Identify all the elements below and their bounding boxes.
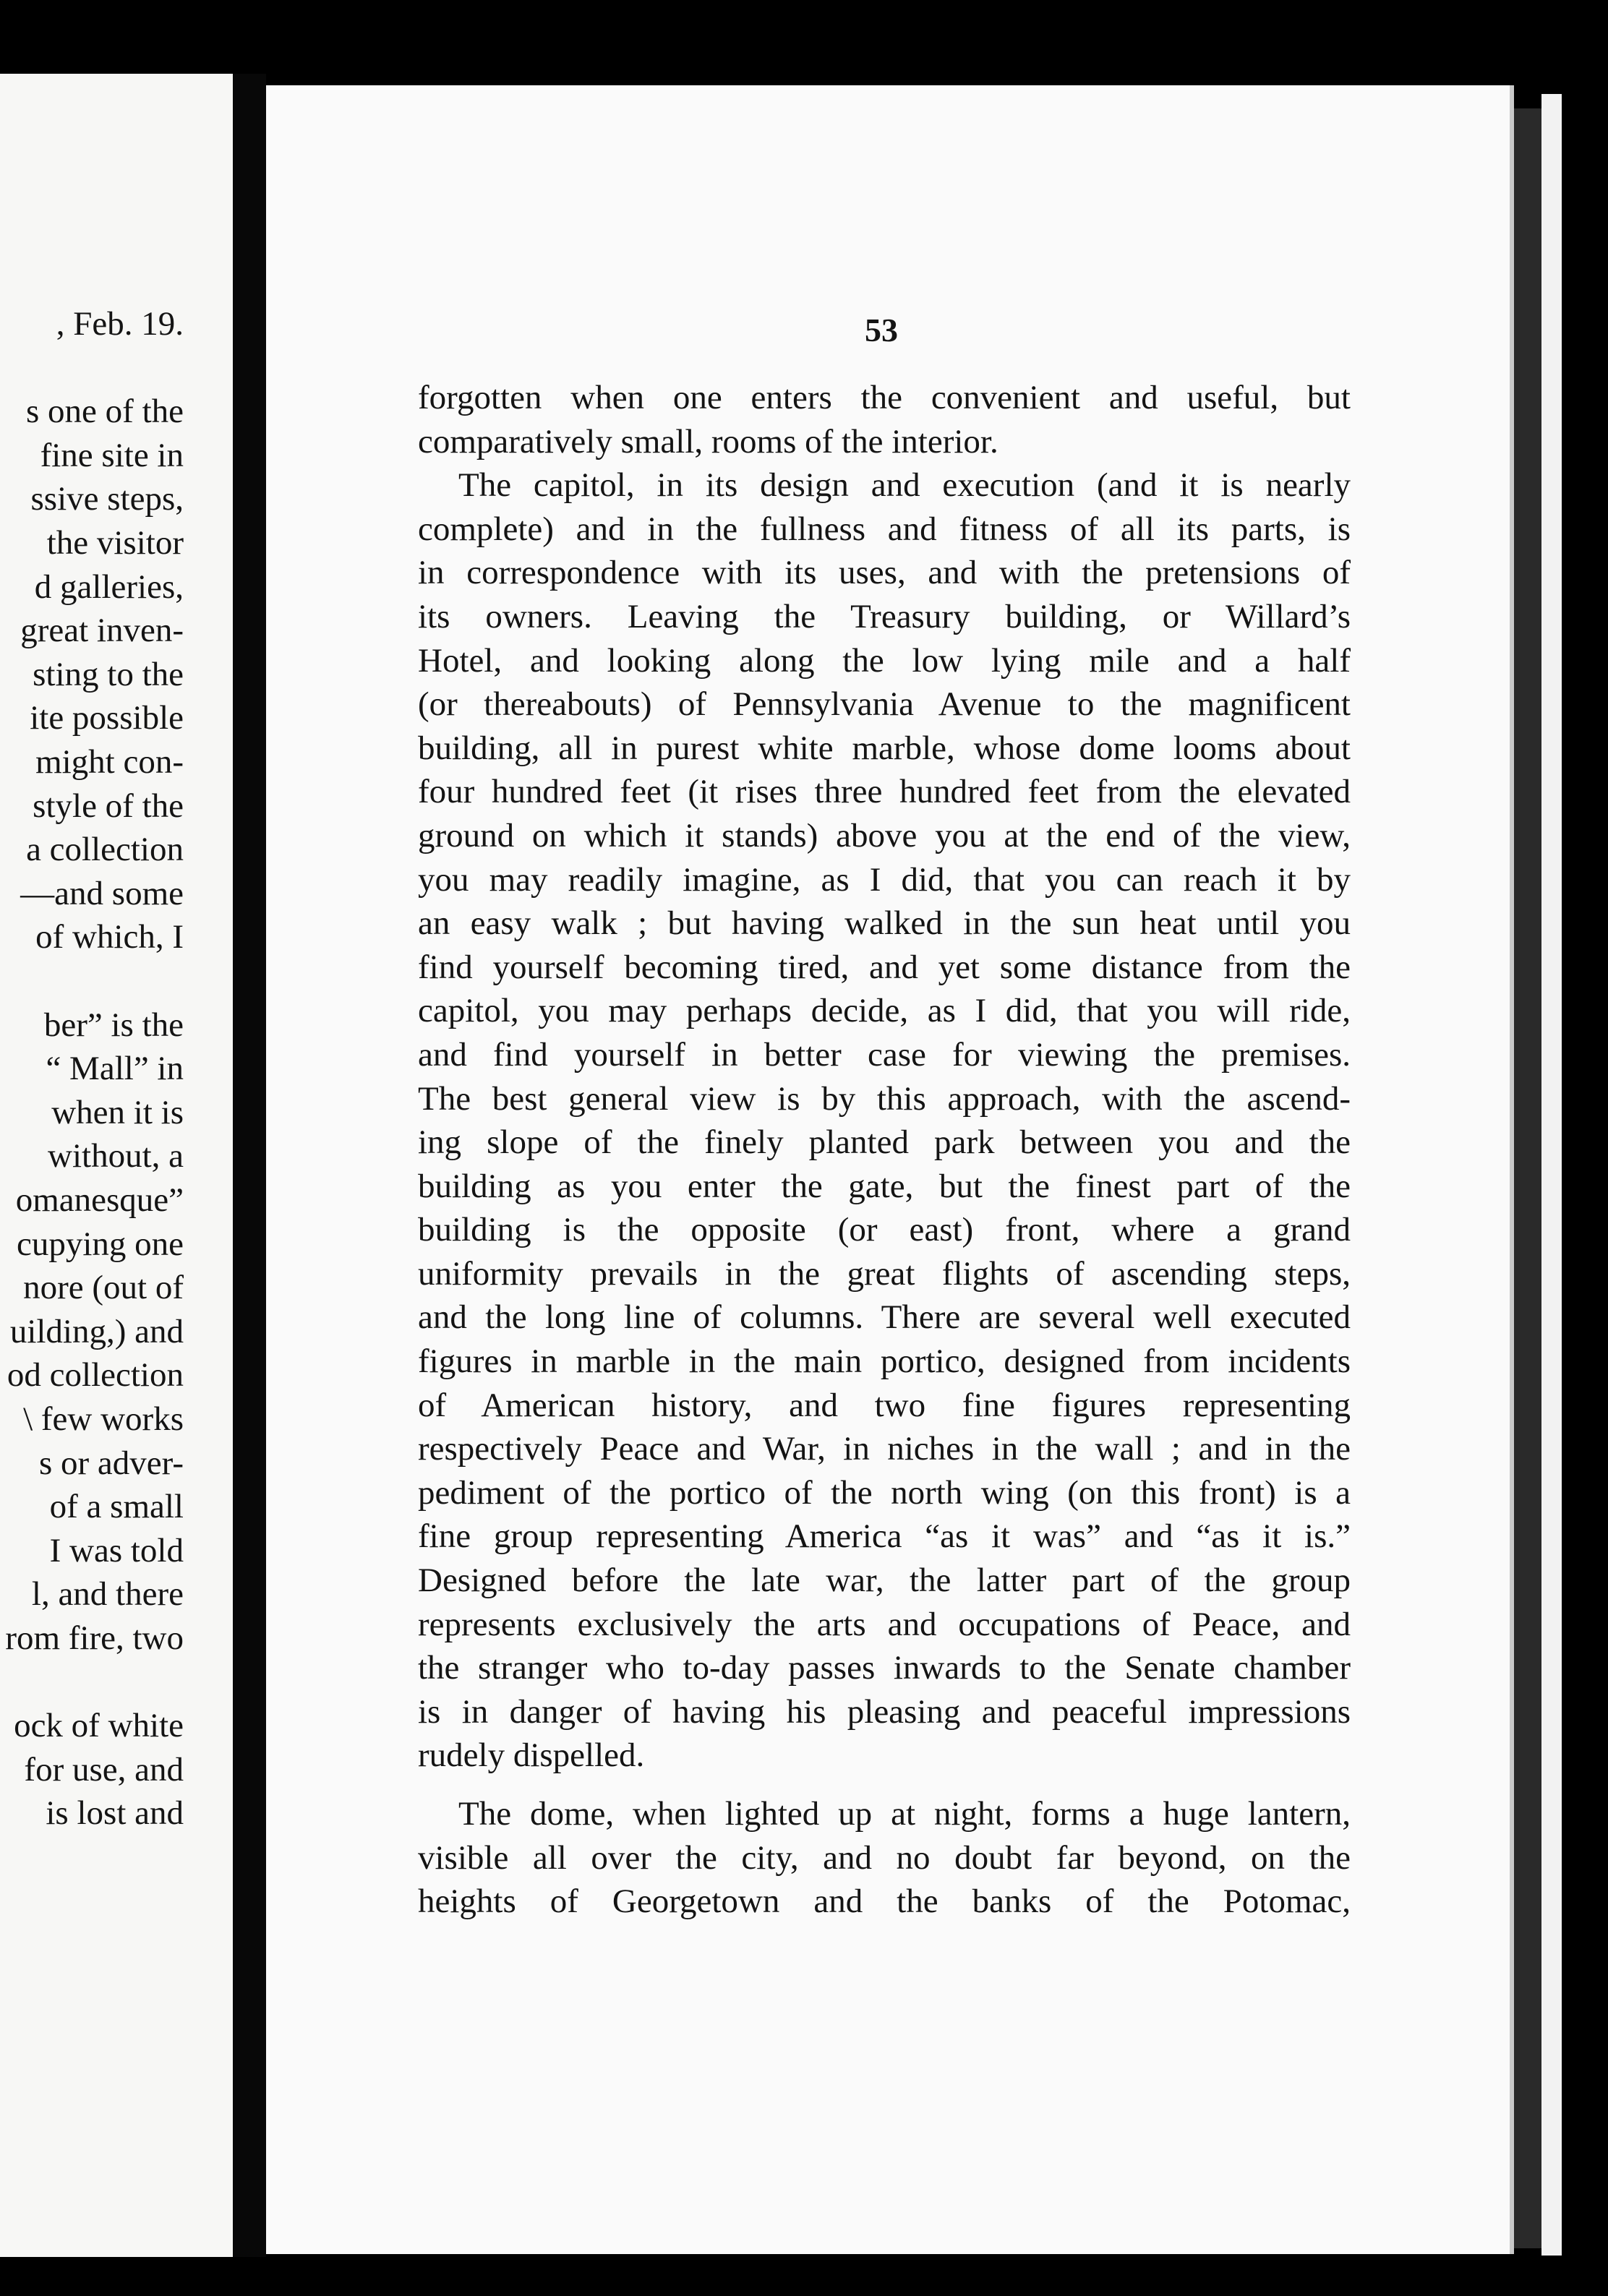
left-page-line: of which, I xyxy=(35,918,184,956)
text-line: Designed before the late war, the latter part of the group xyxy=(418,1562,1351,1600)
left-page-line: sting to the xyxy=(33,655,184,693)
left-page xyxy=(0,74,233,2257)
text-line: the stranger who to-day passes inwards to the Senate chamber xyxy=(418,1649,1351,1687)
text-line: pediment of the portico of the north wing (on this front) is a xyxy=(418,1473,1351,1512)
left-page-line: a collection xyxy=(26,831,184,869)
left-page-line: d galleries, xyxy=(34,567,184,606)
text-line: heights of Georgetown and the banks of the Potomac, xyxy=(418,1882,1351,1921)
left-page-line: s one of the xyxy=(26,393,184,431)
paragraph-gap xyxy=(418,1778,1351,1792)
text-line: find yourself becoming tired, and yet some distance from the xyxy=(418,948,1351,986)
text-line: and the long line of columns. There are several well executed xyxy=(418,1298,1351,1337)
left-page-line: when it is xyxy=(51,1093,184,1131)
text-line: complete) and in the fullness and fitness of all its parts, is xyxy=(418,510,1351,548)
left-page-line: ite possible xyxy=(30,699,184,737)
left-page-line: style of the xyxy=(33,787,184,825)
page-number: 53 xyxy=(865,312,898,348)
text-line: respectively Peace and War, in niches in the wall ; and in the xyxy=(418,1430,1351,1468)
left-page-line: od collection xyxy=(7,1356,184,1395)
text-line: building is the opposite (or east) front, where a grand xyxy=(418,1211,1351,1249)
left-page-line: ssive steps, xyxy=(30,480,184,518)
text-line: is in danger of having his pleasing and peaceful impressions xyxy=(418,1692,1351,1731)
left-page-line: , Feb. 19. xyxy=(56,305,184,343)
text-line: ground on which it stands) above you at the end of the view, xyxy=(418,816,1351,854)
left-page-line: rom fire, two xyxy=(5,1619,184,1657)
text-line: (or thereabouts) of Pennsylvania Avenue to the magnificent xyxy=(418,685,1351,724)
page-edge-shadow xyxy=(1514,108,1541,2248)
page-edge xyxy=(1541,94,1562,2256)
left-page-line: fine site in xyxy=(40,436,184,474)
left-page-line: uilding,) and xyxy=(9,1312,184,1350)
book-gutter xyxy=(233,74,266,2257)
text-line: The best general view is by this approach, with the ascend- xyxy=(418,1079,1351,1118)
left-page-line: I was told xyxy=(49,1531,184,1569)
left-page-line: great inven- xyxy=(20,612,184,650)
left-page-line: ber” is the xyxy=(43,1006,184,1044)
left-page-line: “ Mall” in xyxy=(46,1050,184,1088)
text-line: The dome, when lighted up at night, forms a huge lantern, xyxy=(458,1795,1351,1833)
text-line: you may readily imagine, as I did, that you can reach it by xyxy=(418,860,1351,899)
left-page-line: the visitor xyxy=(46,524,184,562)
text-line: figures in marble in the main portico, designed from incidents xyxy=(418,1342,1351,1381)
text-line: represents exclusively the arts and occupations of Peace, and xyxy=(418,1605,1351,1643)
text-line: building, all in purest white marble, whose dome looms about xyxy=(418,729,1351,767)
text-line: building as you enter the gate, but the finest part of the xyxy=(418,1167,1351,1205)
text-line: capitol, you may perhaps decide, as I did, that you will ride, xyxy=(418,992,1351,1030)
text-line: comparatively small, rooms of the interior. xyxy=(418,422,998,461)
text-line: forgotten when one enters the convenient and useful, but xyxy=(418,379,1351,416)
text-line: of American history, and two fine figures representing xyxy=(418,1386,1351,1424)
text-line: in correspondence with its uses, and with the pretensions of xyxy=(418,554,1351,592)
left-page-line: cupying one xyxy=(16,1225,184,1263)
left-page-line: omanesque” xyxy=(15,1181,184,1219)
left-page-line: is lost and xyxy=(46,1794,184,1833)
left-page-line: s or adver- xyxy=(38,1444,184,1482)
left-page-line: for use, and xyxy=(24,1750,184,1789)
text-line: its owners. Leaving the Treasury building, or Willard’s xyxy=(418,597,1351,635)
text-line: visible all over the city, and no doubt far beyond, on the xyxy=(418,1838,1351,1877)
text-line: four hundred feet (it rises three hundred feet from the elevated xyxy=(418,773,1351,811)
left-page-line: l, and there xyxy=(31,1575,184,1614)
left-page-line: nore (out of xyxy=(23,1269,184,1307)
left-page-line: of a small xyxy=(49,1488,184,1526)
text-line: uniformity prevails in the great flights of ascending steps, xyxy=(418,1254,1351,1293)
left-page-line: might con- xyxy=(35,743,184,781)
text-line: ing slope of the finely planted park between you and the xyxy=(418,1123,1351,1162)
left-page-line: \ few works xyxy=(23,1400,184,1438)
text-line: and find yourself in better case for viewing the premises. xyxy=(418,1035,1351,1074)
left-page-line: without, a xyxy=(48,1137,184,1175)
body-text xyxy=(418,376,1351,1924)
text-line: The capitol, in its design and execution (and it is nearly xyxy=(458,466,1351,505)
left-page-line: —and some xyxy=(20,874,184,912)
text-line: an easy walk ; but having walked in the sun heat until you xyxy=(418,904,1351,943)
text-line: Hotel, and looking along the low lying mile and a half xyxy=(418,641,1351,680)
left-page-line: ock of white xyxy=(14,1707,184,1745)
text-line: rudely dispelled. xyxy=(418,1736,645,1775)
text-line: fine group representing America “as it was” and “as it is.” xyxy=(418,1517,1351,1556)
